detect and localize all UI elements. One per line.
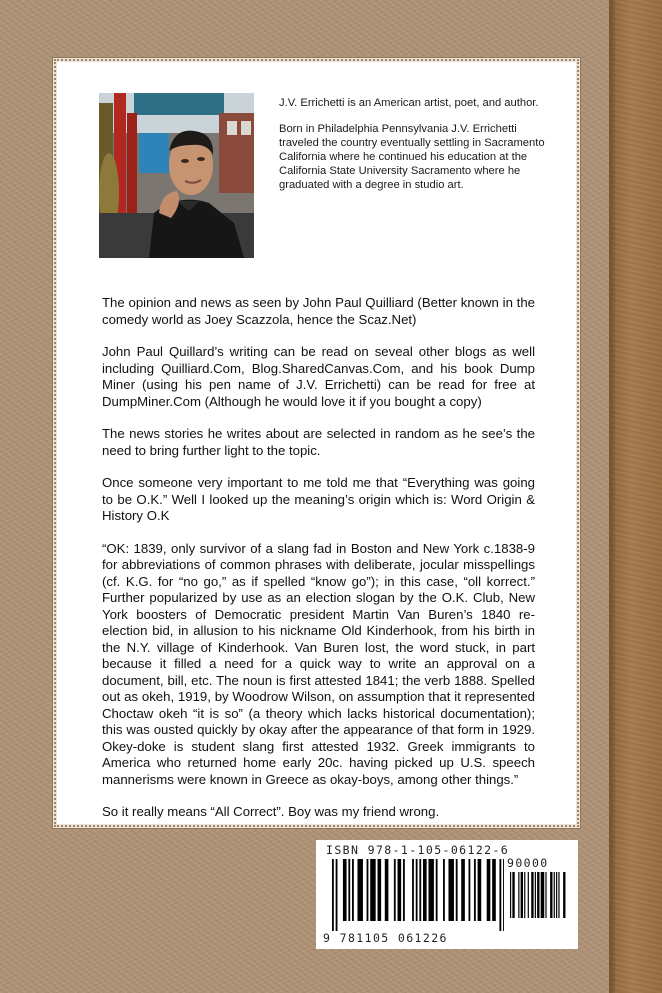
barcode-bar: [357, 859, 362, 921]
barcode-bar: [428, 859, 433, 921]
barcode-bar: [535, 872, 536, 918]
barcode-bar: [385, 859, 389, 921]
barcode-bar: [556, 872, 557, 918]
barcode-bar: [563, 872, 565, 918]
barcode-bar: [545, 872, 546, 918]
barcode-bar: [416, 859, 418, 921]
barcode-bar: [524, 872, 525, 918]
barcode-bar: [487, 859, 491, 921]
barcode-bar: [448, 859, 453, 921]
barcode-bar: [332, 859, 334, 931]
barcode-bar: [419, 859, 421, 921]
book-spine: [611, 0, 662, 993]
back-cover-panel: [57, 62, 576, 824]
barcode-bar: [474, 859, 476, 921]
barcode-bar: [558, 872, 559, 918]
paragraph-3: The news stories he writes about are selected in random as he see’s the need to bring further light to the topic.: [102, 426, 535, 458]
barcode-bar: [531, 872, 533, 918]
isbn-label: ISBN 978-1-105-06122-6: [326, 843, 510, 857]
barcode-bar: [343, 859, 347, 921]
barcode-bar: [492, 859, 496, 921]
paragraph-4: Once someone very important to me told me that “Everything was going to be O.K.” Well I looked up the meaning’s origin which is: Word Origin & History O.K: [102, 475, 535, 523]
barcode-bar: [336, 859, 338, 931]
barcode-bar: [478, 859, 482, 921]
barcode-bar: [550, 872, 552, 918]
bio-details: Born in Philadelphia Pennsylvania J.V. Errichetti traveled the country eventually settling in Sacramento California where he continued his education at the California State University Sacramento where he graduated with a degree in studio art.: [279, 123, 545, 191]
barcode-bar: [554, 872, 555, 918]
author-photo: [99, 93, 254, 258]
barcode-bar: [436, 859, 438, 921]
barcode-bar: [512, 872, 514, 918]
barcode-bar: [461, 859, 465, 921]
barcode-bar: [412, 859, 414, 921]
barcode-bar: [541, 872, 545, 918]
barcode-bar: [348, 859, 350, 921]
barcode-bar: [367, 859, 369, 921]
barcode-bar: [503, 859, 504, 931]
barcode-main-bars: [332, 859, 504, 931]
bio-intro: J.V. Errichetti is an American artist, poet, and author.: [279, 97, 539, 109]
barcode-bar: [378, 859, 382, 921]
barcode-bar: [518, 872, 519, 918]
barcode-bar: [352, 859, 354, 921]
barcode-bar: [528, 872, 529, 918]
price-code: 90000: [507, 856, 549, 870]
barcode-bar: [469, 859, 471, 921]
author-bio: [279, 96, 549, 204]
isbn-barcode: [316, 840, 578, 949]
paragraph-5: “OK: 1839, only survivor of a slang fad in Boston and New York c.1838-9 for abbreviations of common phrases with deliberate, jocular misspellings (cf. K.G. for “no go,” as if spelled “know go”); in this case, “oll korrect.” Further popularized by use as an election slogan by the O.K. Club, New York boosters of Democratic president Martin Van Buren’s 1840 re-election bid, in allusion to his nickname Old Kinderhook, from his birth in the N.Y. village of Kinderhook. Van Buren lost, the word stuck, in part because it filled a need for a quick way to write an approval on a document, bill, etc. The noun is first attested 1841; the verb 1888. Spelled out as okeh, 1919, by Woodrow Wilson, on assumption that it represented Choctaw okeh “it is so” (a theory which lacks historical documentation); this was ousted quickly by okay after the appearance of that form in 1929. Okey-doke is student slang first attested 1932. Greek immigrants to America who returned home early 20c. having picked up U.S. speech mannerisms were known in Greece as okay-boys, among other things.”: [102, 540, 535, 787]
barcode-bar: [537, 872, 539, 918]
barcode-bar: [423, 859, 427, 921]
barcode-bar: [521, 872, 523, 918]
barcode-bar: [499, 859, 501, 931]
barcode-bar: [456, 859, 458, 921]
barcode-digits: 9 781105 061226: [323, 931, 448, 945]
barcode-bar: [443, 859, 445, 921]
barcode-addon-bars: [510, 872, 566, 932]
description-text: [102, 295, 535, 821]
barcode-bar: [394, 859, 396, 921]
barcode-bar: [370, 859, 375, 921]
paragraph-6: So it really means “All Correct”. Boy was my friend wrong.: [102, 804, 440, 819]
paragraph-2: John Paul Quillard’s writing can be read on seveal other blogs as well including Quilliard.Com, Blog.SharedCanvas.Com, and his book Dump Miner (using his pen name of J.V. Errichetti) can be read for free at DumpMiner.Com (Although he would love it if you bought a copy): [102, 344, 535, 409]
barcode-bar: [403, 859, 405, 921]
barcode-bar: [398, 859, 402, 921]
barcode-bar: [510, 872, 511, 918]
paragraph-1: The opinion and news as seen by John Paul Quilliard (Better known in the comedy world as Joey Scazzola, hence the Scaz.Net): [102, 295, 535, 327]
